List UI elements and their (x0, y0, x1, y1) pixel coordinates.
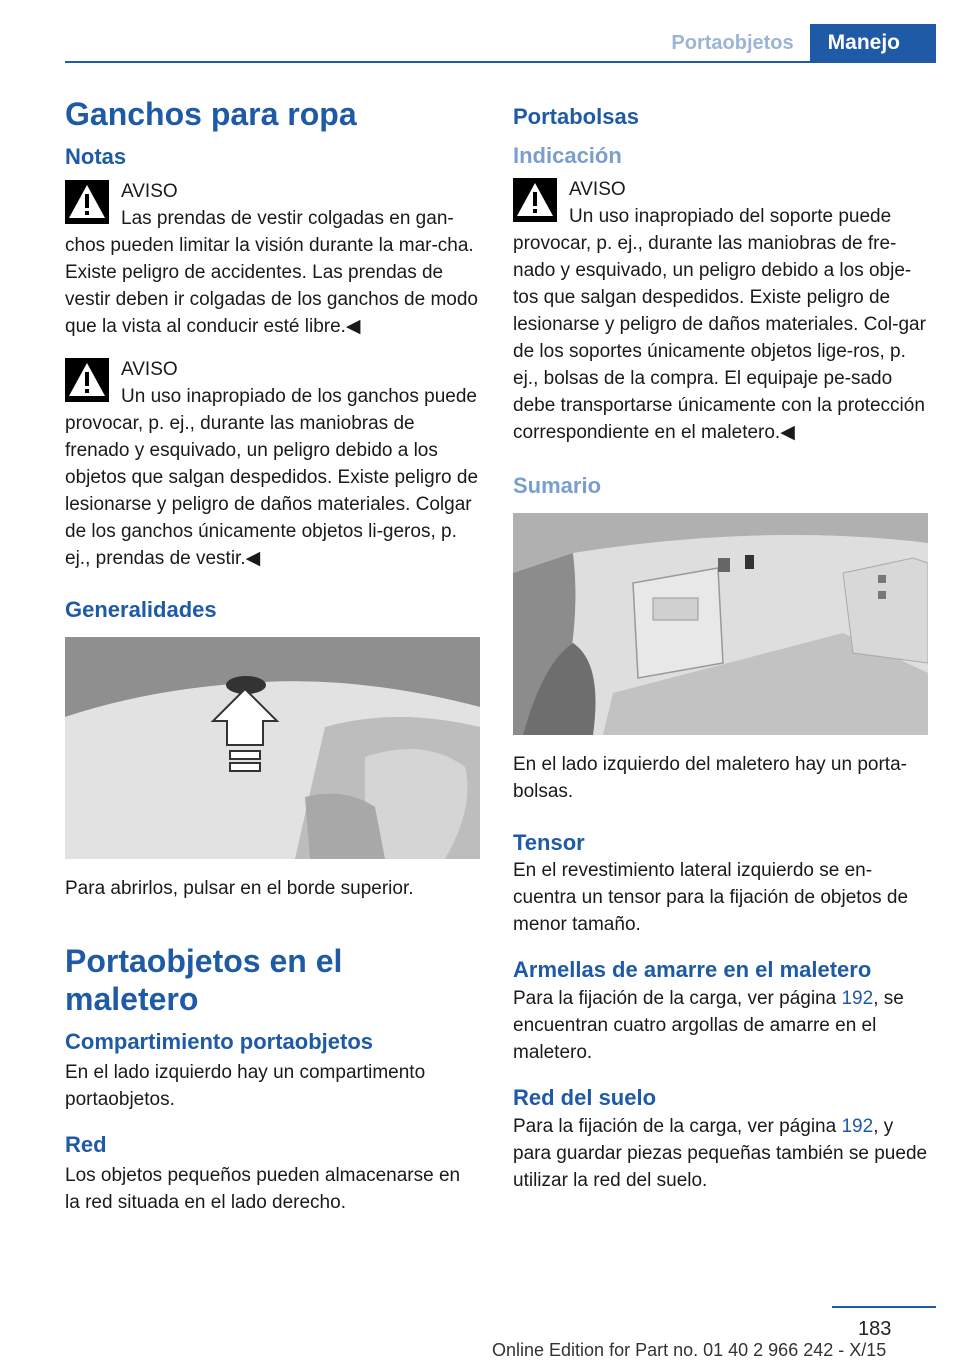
heading-indicacion: Indicación (513, 142, 622, 168)
page-link-192[interactable]: 192 (841, 1115, 874, 1137)
header-divider (65, 61, 936, 63)
text-compartimiento: En el lado izquierdo hay un compartimento portaobjetos. (65, 1061, 426, 1110)
trunk-illustration (513, 513, 928, 735)
text-tensor: En el revestimiento lateral izquierdo se en-cuentra un tensor para la fijación de objetos de menor tamaño. (513, 860, 909, 936)
heading-red-suelo: Red del suelo (513, 1084, 657, 1110)
heading-tensor: Tensor (513, 829, 585, 855)
heading-compartimiento: Compartimiento portaobjetos (65, 1029, 374, 1055)
page-header (651, 24, 936, 62)
text-red: Los objetos pequeños pueden almacenarse en la red situada en el lado derecho. (65, 1164, 461, 1213)
text-armellas: Para la fijación de la carga, ver página 192, se encuentran cuatro argollas de amarre en el maletero. (513, 987, 904, 1063)
heading-armellas: Armellas de amarre en el maletero (513, 957, 872, 983)
left-column (65, 95, 480, 1234)
page-number: 183 (858, 1318, 892, 1340)
warning-text: Las prendas de vestir colgadas en gan-chos pueden limitar la visión durante la mar-cha. Existe peligro de accidentes. Las prendas de vestir deben ir colgadas de los ganchos de modo que la vista al conducir esté libre.◀ (65, 207, 478, 337)
warning-title: AVISO (121, 180, 178, 202)
warning-block-1 (65, 178, 480, 340)
text-red-suelo: Para la fijación de la carga, ver página 192, y para guardar piezas pequeñas también se puede utilizar la red del suelo. (513, 1115, 928, 1191)
heading-generalidades: Generalidades (65, 596, 217, 622)
warning-title: AVISO (569, 179, 626, 201)
edition-footer: Online Edition for Part no. 01 40 2 966 242 - X/15 (492, 1340, 887, 1360)
warning-block-2 (65, 356, 480, 572)
heading-portabolsas: Portabolsas (513, 104, 639, 129)
heading-sumario: Sumario (513, 473, 602, 499)
section-title-portaobjetos: Portaobjetos en el maletero (65, 942, 343, 1017)
coat-hook-illustration (65, 637, 480, 859)
warning-icon (65, 180, 109, 224)
header-tab-portaobjetos: Portaobjetos (651, 24, 809, 62)
right-column (513, 95, 928, 1212)
heading-red: Red (65, 1131, 107, 1157)
warning-text: Un uso inapropiado de los ganchos puede provocar, p. ej., durante las maniobras de frenado y esquivado, un peligro debido a los objetos que salgan despedidos. Existe peligro de lesionarse y peligro de daños materiales. Colgar de los ganchos únicamente objetos li-geros, p. ej., prendas de vestir.◀ (65, 385, 479, 569)
warning-icon (513, 178, 557, 222)
header-tab-manejo: Manejo (810, 24, 936, 62)
warning-block-3 (513, 176, 928, 446)
warning-icon (65, 358, 109, 402)
heading-notas: Notas (65, 144, 127, 170)
warning-text: Un uso inapropiado del soporte puede provocar, p. ej., durante las maniobras de fre-nado y esquivado, un peligro debido a los obje-tos que salgan despedidos. Existe peligro de lesionarse y peligro de daños materiales. Col-gar de los soportes únicamente objetos lige-ros, p. ej., bolsas de la compra. El equipaje pe-sado debe transportarse únicamente con la protección correspondiente en el maletero.◀ (513, 206, 926, 444)
section-title-ganchos: Ganchos para ropa (65, 96, 357, 132)
page-link-192[interactable]: 192 (841, 987, 874, 1009)
caption-ganchos: Para abrirlos, pulsar en el borde superior. (65, 877, 414, 899)
footer-divider (832, 1306, 936, 1308)
caption-sumario: En el lado izquierdo del maletero hay un porta-bolsas. (513, 753, 907, 802)
warning-title: AVISO (121, 358, 178, 380)
